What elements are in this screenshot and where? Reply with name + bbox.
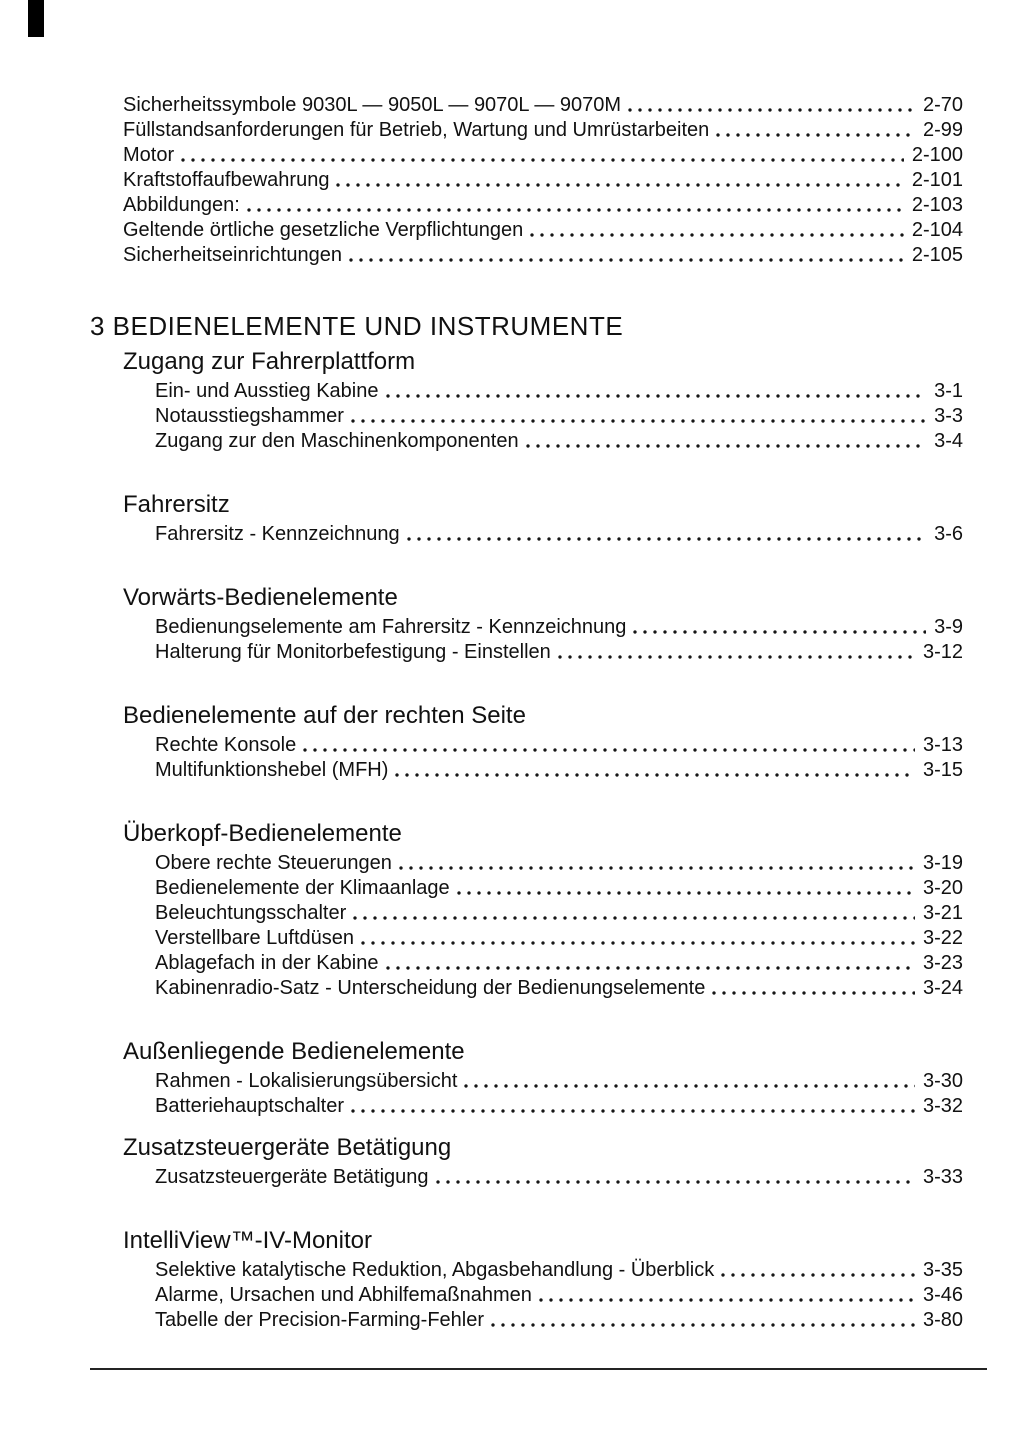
toc-entry — [90, 733, 963, 758]
toc-entry — [90, 951, 963, 976]
toc-entry — [90, 218, 963, 243]
leader-dots — [630, 615, 926, 640]
toc-entry-page: 3-32 — [922, 1095, 963, 1117]
leader-dots — [404, 522, 927, 547]
leader-dots — [383, 951, 915, 976]
toc-entry — [90, 1258, 963, 1283]
toc-entry-page: 3-24 — [922, 977, 963, 999]
toc-entry-page: 2-70 — [922, 94, 963, 116]
toc-entry-page: 2-104 — [911, 219, 963, 241]
toc-entry — [90, 1165, 963, 1190]
leader-dots — [454, 876, 915, 901]
leader-dots — [300, 733, 915, 758]
leader-dots — [488, 1308, 915, 1333]
section-heading: Vorwärts-Bedienelemente — [123, 584, 398, 611]
toc-entry — [90, 1094, 963, 1119]
toc-entry-page: 3-20 — [922, 877, 963, 899]
leader-dots — [244, 193, 904, 218]
toc-entry — [90, 379, 963, 404]
leader-dots — [713, 118, 915, 143]
toc-entry-page: 3-30 — [922, 1070, 963, 1092]
toc-entry-page: 3-12 — [922, 641, 963, 663]
leader-dots — [461, 1069, 915, 1094]
toc-entry — [90, 143, 963, 168]
toc-section — [90, 1037, 963, 1119]
toc-entry-page: 3-80 — [922, 1309, 963, 1331]
toc-entry — [90, 118, 963, 143]
toc-entry — [90, 1283, 963, 1308]
leader-dots — [346, 243, 904, 268]
toc-entry-page: 3-1 — [934, 380, 963, 402]
table-of-contents — [90, 93, 963, 1333]
toc-entry-label: Ablagefach in der Kabine — [155, 952, 379, 974]
toc-entry-page: 3-46 — [922, 1284, 963, 1306]
leader-dots — [348, 404, 926, 429]
toc-entry — [90, 93, 963, 118]
toc-entry-label: Fahrersitz - Kennzeichnung — [155, 523, 400, 545]
toc-entry-label: Rechte Konsole — [155, 734, 297, 756]
section-heading: Überkopf-Bedienelemente — [123, 820, 402, 847]
toc-entry — [90, 429, 963, 454]
leader-dots — [433, 1165, 915, 1190]
toc-entry — [90, 243, 963, 268]
section-heading: Zusatzsteuergeräte Betätigung — [123, 1134, 452, 1161]
toc-entry — [90, 404, 963, 429]
leader-dots — [396, 851, 915, 876]
toc-entry-label: Kabinenradio-Satz - Unterscheidung der Bedienungselemente — [155, 977, 706, 999]
section-heading: Fahrersitz — [123, 491, 230, 518]
leader-dots — [392, 758, 915, 783]
toc-entry-page: 3-15 — [922, 759, 963, 781]
toc-entry-page: 3-22 — [922, 927, 963, 949]
leader-dots — [383, 379, 927, 404]
toc-entry-page: 3-35 — [922, 1259, 963, 1281]
toc-entry-page: 2-100 — [911, 144, 963, 166]
toc-section — [90, 583, 963, 665]
toc-entry-label: Multifunktionshebel (MFH) — [155, 759, 389, 781]
toc-entry-label: Verstellbare Luftdüsen — [155, 927, 355, 949]
toc-entry-page: 2-105 — [911, 244, 963, 266]
section-heading: IntelliView™-IV-Monitor — [123, 1227, 372, 1254]
toc-section — [90, 347, 963, 454]
toc-entry-page: 3-13 — [922, 734, 963, 756]
toc-entry — [90, 193, 963, 218]
chapter3-sections — [90, 347, 963, 1333]
toc-entry-page: 3-33 — [922, 1166, 963, 1188]
toc-entry — [90, 168, 963, 193]
leader-dots — [523, 429, 927, 454]
toc-entry-page: 3-21 — [922, 902, 963, 924]
toc-entry-label: Halterung für Monitorbefestigung - Einstellen — [155, 641, 551, 663]
toc-section — [90, 1226, 963, 1333]
toc-entry-label: Sicherheitssymbole 9030L — 9050L — 9070L — 9070M — [123, 94, 622, 116]
toc-entry-label: Tabelle der Precision-Farming-Fehler — [155, 1309, 485, 1331]
toc-entry — [90, 876, 963, 901]
leader-dots — [718, 1258, 915, 1283]
section-heading: Außenliegende Bedienelemente — [123, 1038, 465, 1065]
toc-entry-label: Bedienungselemente am Fahrersitz - Kennzeichnung — [155, 616, 627, 638]
toc-entry-page: 3-6 — [934, 523, 963, 545]
toc-entry-page: 3-4 — [934, 430, 963, 452]
toc-entry — [90, 976, 963, 1001]
toc-entry-label: Beleuchtungsschalter — [155, 902, 347, 924]
leader-dots — [536, 1283, 915, 1308]
toc-entry-page: 3-19 — [922, 852, 963, 874]
leader-dots — [555, 640, 915, 665]
section-heading: Bedienelemente auf der rechten Seite — [123, 702, 526, 729]
toc-entry-label: Alarme, Ursachen und Abhilfemaßnahmen — [155, 1284, 532, 1306]
toc-entry-label: Abbildungen: — [123, 194, 240, 216]
toc-entry — [90, 522, 963, 547]
toc-entry-label: Kraftstoffaufbewahrung — [123, 169, 330, 191]
toc-entry-label: Füllstandsanforderungen für Betrieb, Wartung und Umrüstarbeiten — [123, 119, 710, 141]
toc-section — [90, 819, 963, 1001]
toc-entry — [90, 926, 963, 951]
footer-rule — [90, 1368, 987, 1370]
toc-entry — [90, 615, 963, 640]
toc-entry — [90, 640, 963, 665]
leader-dots — [350, 901, 915, 926]
leader-dots — [178, 143, 904, 168]
leader-dots — [348, 1094, 915, 1119]
toc-entry-page: 3-3 — [934, 405, 963, 427]
leader-dots — [709, 976, 915, 1001]
toc-entry-page: 2-101 — [911, 169, 963, 191]
leader-dots — [333, 168, 903, 193]
toc-entry-label: Obere rechte Steuerungen — [155, 852, 392, 874]
chapter-thumb-tab-mark — [28, 0, 44, 37]
toc-entry-page: 3-9 — [934, 616, 963, 638]
toc-entry-label: Selektive katalytische Reduktion, Abgasbehandlung - Überblick — [155, 1259, 715, 1281]
toc-entry — [90, 1069, 963, 1094]
toc-entry-label: Batteriehauptschalter — [155, 1095, 345, 1117]
toc-entry-label: Rahmen - Lokalisierungsübersicht — [155, 1070, 458, 1092]
toc-entry — [90, 758, 963, 783]
toc-entry-label: Ein- und Ausstieg Kabine — [155, 380, 379, 402]
toc-entry-page: 3-23 — [922, 952, 963, 974]
toc-entry-label: Zugang zur den Maschinenkomponenten — [155, 430, 519, 452]
toc-entry-label: Zusatzsteuergeräte Betätigung — [155, 1166, 429, 1188]
toc-entry — [90, 1308, 963, 1333]
chapter2-continued-entries — [90, 93, 963, 268]
toc-entry-label: Sicherheitseinrichtungen — [123, 244, 343, 266]
toc-entry-page: 2-103 — [911, 194, 963, 216]
toc-section — [90, 1133, 963, 1190]
leader-dots — [358, 926, 915, 951]
toc-entry-label: Bedienelemente der Klimaanlage — [155, 877, 450, 899]
leader-dots — [527, 218, 904, 243]
toc-entry — [90, 901, 963, 926]
toc-section — [90, 701, 963, 783]
toc-entry-label: Geltende örtliche gesetzliche Verpflichtungen — [123, 219, 524, 241]
toc-section — [90, 490, 963, 547]
toc-entry-label: Notausstiegshammer — [155, 405, 344, 427]
section-heading: Zugang zur Fahrerplattform — [123, 348, 416, 375]
toc-entry-page: 2-99 — [922, 119, 963, 141]
toc-entry — [90, 851, 963, 876]
toc-entry-label: Motor — [123, 144, 175, 166]
leader-dots — [625, 93, 915, 118]
chapter-heading: 3 BEDIENELEMENTE UND INSTRUMENTE — [90, 311, 624, 341]
